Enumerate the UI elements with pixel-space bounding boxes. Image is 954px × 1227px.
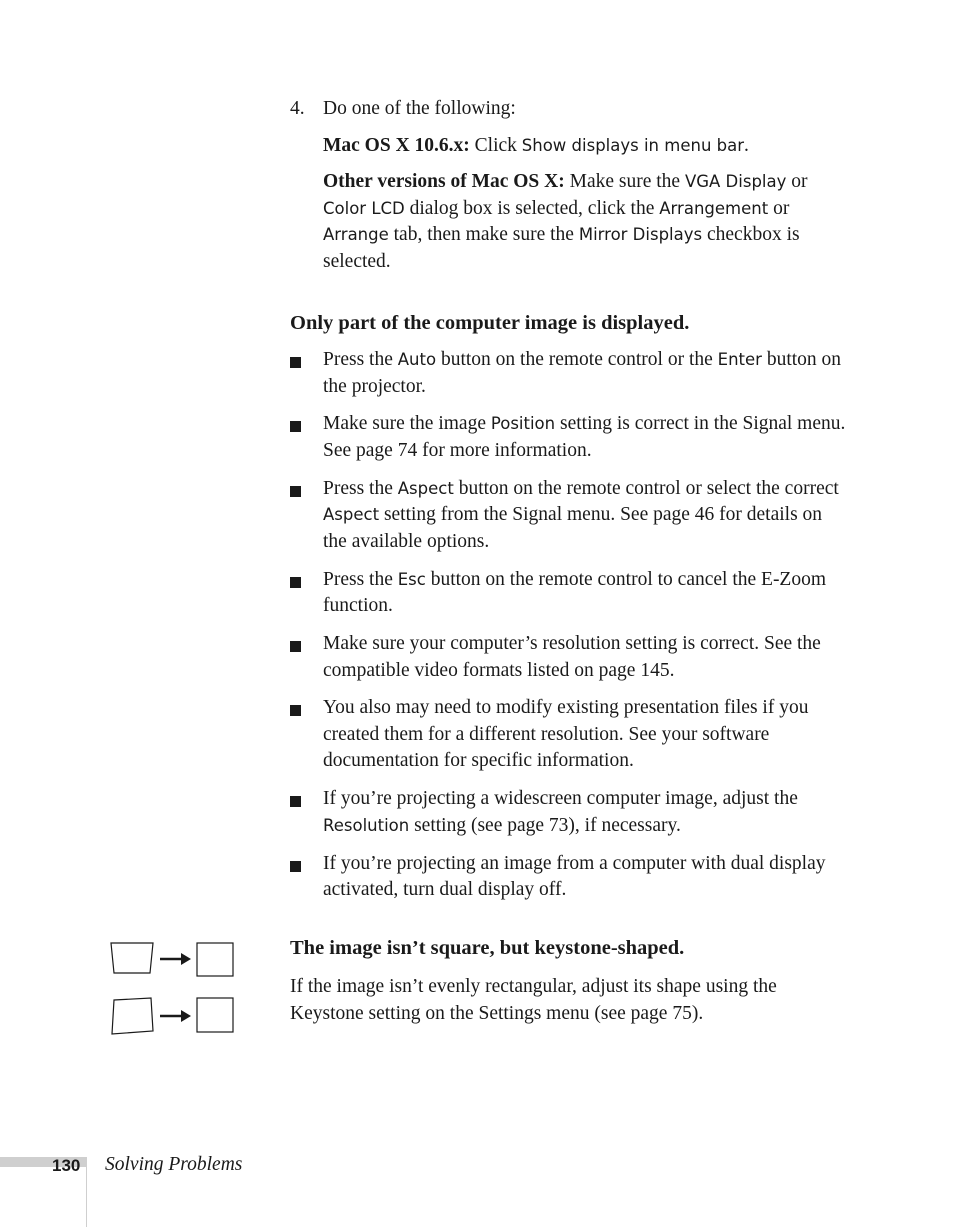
- ui-term-resolution: Resolution: [323, 815, 410, 835]
- text-run: or: [768, 197, 790, 219]
- step-text: Do one of the following:: [323, 98, 516, 119]
- bullet-icon: [290, 486, 301, 497]
- text-run: Press the: [323, 349, 398, 370]
- step-4: [290, 96, 850, 275]
- bullet-icon: [290, 357, 301, 368]
- troubleshooting-list: [290, 347, 850, 915]
- bullet-icon: [290, 796, 301, 807]
- mac-os-10-6-label: Mac OS X 10.6.x:: [323, 134, 470, 156]
- text-run: button on the remote control or the: [436, 349, 718, 370]
- text-run: setting from the Signal menu. See page 46 for details on the available options.: [323, 504, 823, 552]
- text-run: Make sure your computer’s resolution setting is correct. See the compatible video formats listed on page 145.: [323, 633, 821, 681]
- text-run: If you’re projecting an image from a computer with dual display activated, turn dual display off.: [323, 852, 826, 901]
- section-heading-partial-image: Only part of the computer image is displayed.: [290, 312, 690, 334]
- list-item: [290, 347, 850, 400]
- ui-term-mirror-displays: Mirror Displays: [578, 225, 703, 244]
- ui-term-color-lcd: Color LCD: [323, 198, 405, 218]
- text-run: button on the projector.: [323, 349, 842, 397]
- text-run: Press the: [323, 477, 398, 499]
- text-run: dialog box is selected, click the: [404, 197, 660, 219]
- bullet-icon: [290, 421, 301, 432]
- text-run: Make sure the image: [323, 413, 491, 435]
- ui-term-arrangement: Arrangement: [659, 198, 769, 218]
- text-run: Press the: [323, 568, 398, 590]
- text-run: setting is correct in the Signal menu. See page 74 for more information.: [323, 413, 846, 461]
- bullet-icon: [290, 705, 301, 716]
- keystone-shape-icon: [112, 998, 153, 1034]
- step-number: 4.: [290, 98, 305, 119]
- bullet-icon: [290, 861, 301, 872]
- square-shape-icon: [197, 943, 233, 976]
- ui-term-position: Position: [490, 414, 556, 434]
- text-run: Make sure the: [564, 171, 685, 192]
- ui-term-esc: Esc: [397, 569, 426, 589]
- ui-term-enter: Enter: [717, 350, 762, 369]
- list-item: [290, 411, 850, 464]
- list-item: [290, 567, 850, 620]
- keystone-paragraph: If the image isn’t evenly rectangular, adjust its shape using the Keystone setting on the Settings menu (see page 75).: [290, 976, 777, 1024]
- page-number: 130: [52, 1156, 81, 1175]
- other-mac-os-label: Other versions of Mac OS X:: [323, 171, 565, 192]
- text-run: tab, then make sure the: [388, 224, 579, 245]
- text-run: button on the remote control to cancel the E-Zoom function.: [323, 568, 827, 617]
- mac-os-10-6-instruction: [290, 133, 850, 160]
- text-run: setting (see page 73), if necessary.: [409, 814, 681, 836]
- list-item: [290, 851, 850, 904]
- ui-term-show-displays: Show displays in menu bar: [521, 135, 745, 155]
- list-item: [290, 631, 850, 684]
- arrow-right-icon: [160, 1010, 191, 1022]
- ui-term-aspect: Aspect: [397, 478, 454, 498]
- text-run: .: [744, 134, 749, 156]
- other-mac-os-instruction: [290, 169, 850, 275]
- text-run: checkbox is selected.: [323, 224, 800, 272]
- list-item: [290, 476, 850, 556]
- text-run: Click: [469, 134, 522, 156]
- text-run: You also may need to modify existing presentation files if you created them for a different resolution. See your software documentation for specific information.: [323, 697, 809, 772]
- section-heading-keystone: The image isn’t square, but keystone-shaped.: [290, 937, 685, 959]
- ui-term-arrange: Arrange: [323, 225, 389, 244]
- list-item: [290, 695, 850, 775]
- footer-divider: [86, 1157, 87, 1227]
- arrow-right-icon: [160, 953, 191, 965]
- keystone-shape-icon: [111, 943, 153, 973]
- bullet-icon: [290, 577, 301, 588]
- ui-term-aspect: Aspect: [323, 505, 380, 525]
- bullet-icon: [290, 641, 301, 652]
- square-shape-icon: [197, 998, 233, 1032]
- ui-term-vga-display: VGA Display: [684, 172, 787, 191]
- list-item: [290, 786, 850, 839]
- keystone-bottom-correction-illustration: [105, 996, 240, 1036]
- text-run: If you’re projecting a widescreen computer image, adjust the: [323, 788, 798, 810]
- keystone-top-correction-illustration: [105, 940, 240, 980]
- text-run: or: [786, 171, 808, 192]
- text-run: button on the remote control or select the correct: [453, 477, 839, 499]
- section-name: Solving Problems: [105, 1154, 243, 1175]
- ui-term-auto: Auto: [397, 350, 437, 369]
